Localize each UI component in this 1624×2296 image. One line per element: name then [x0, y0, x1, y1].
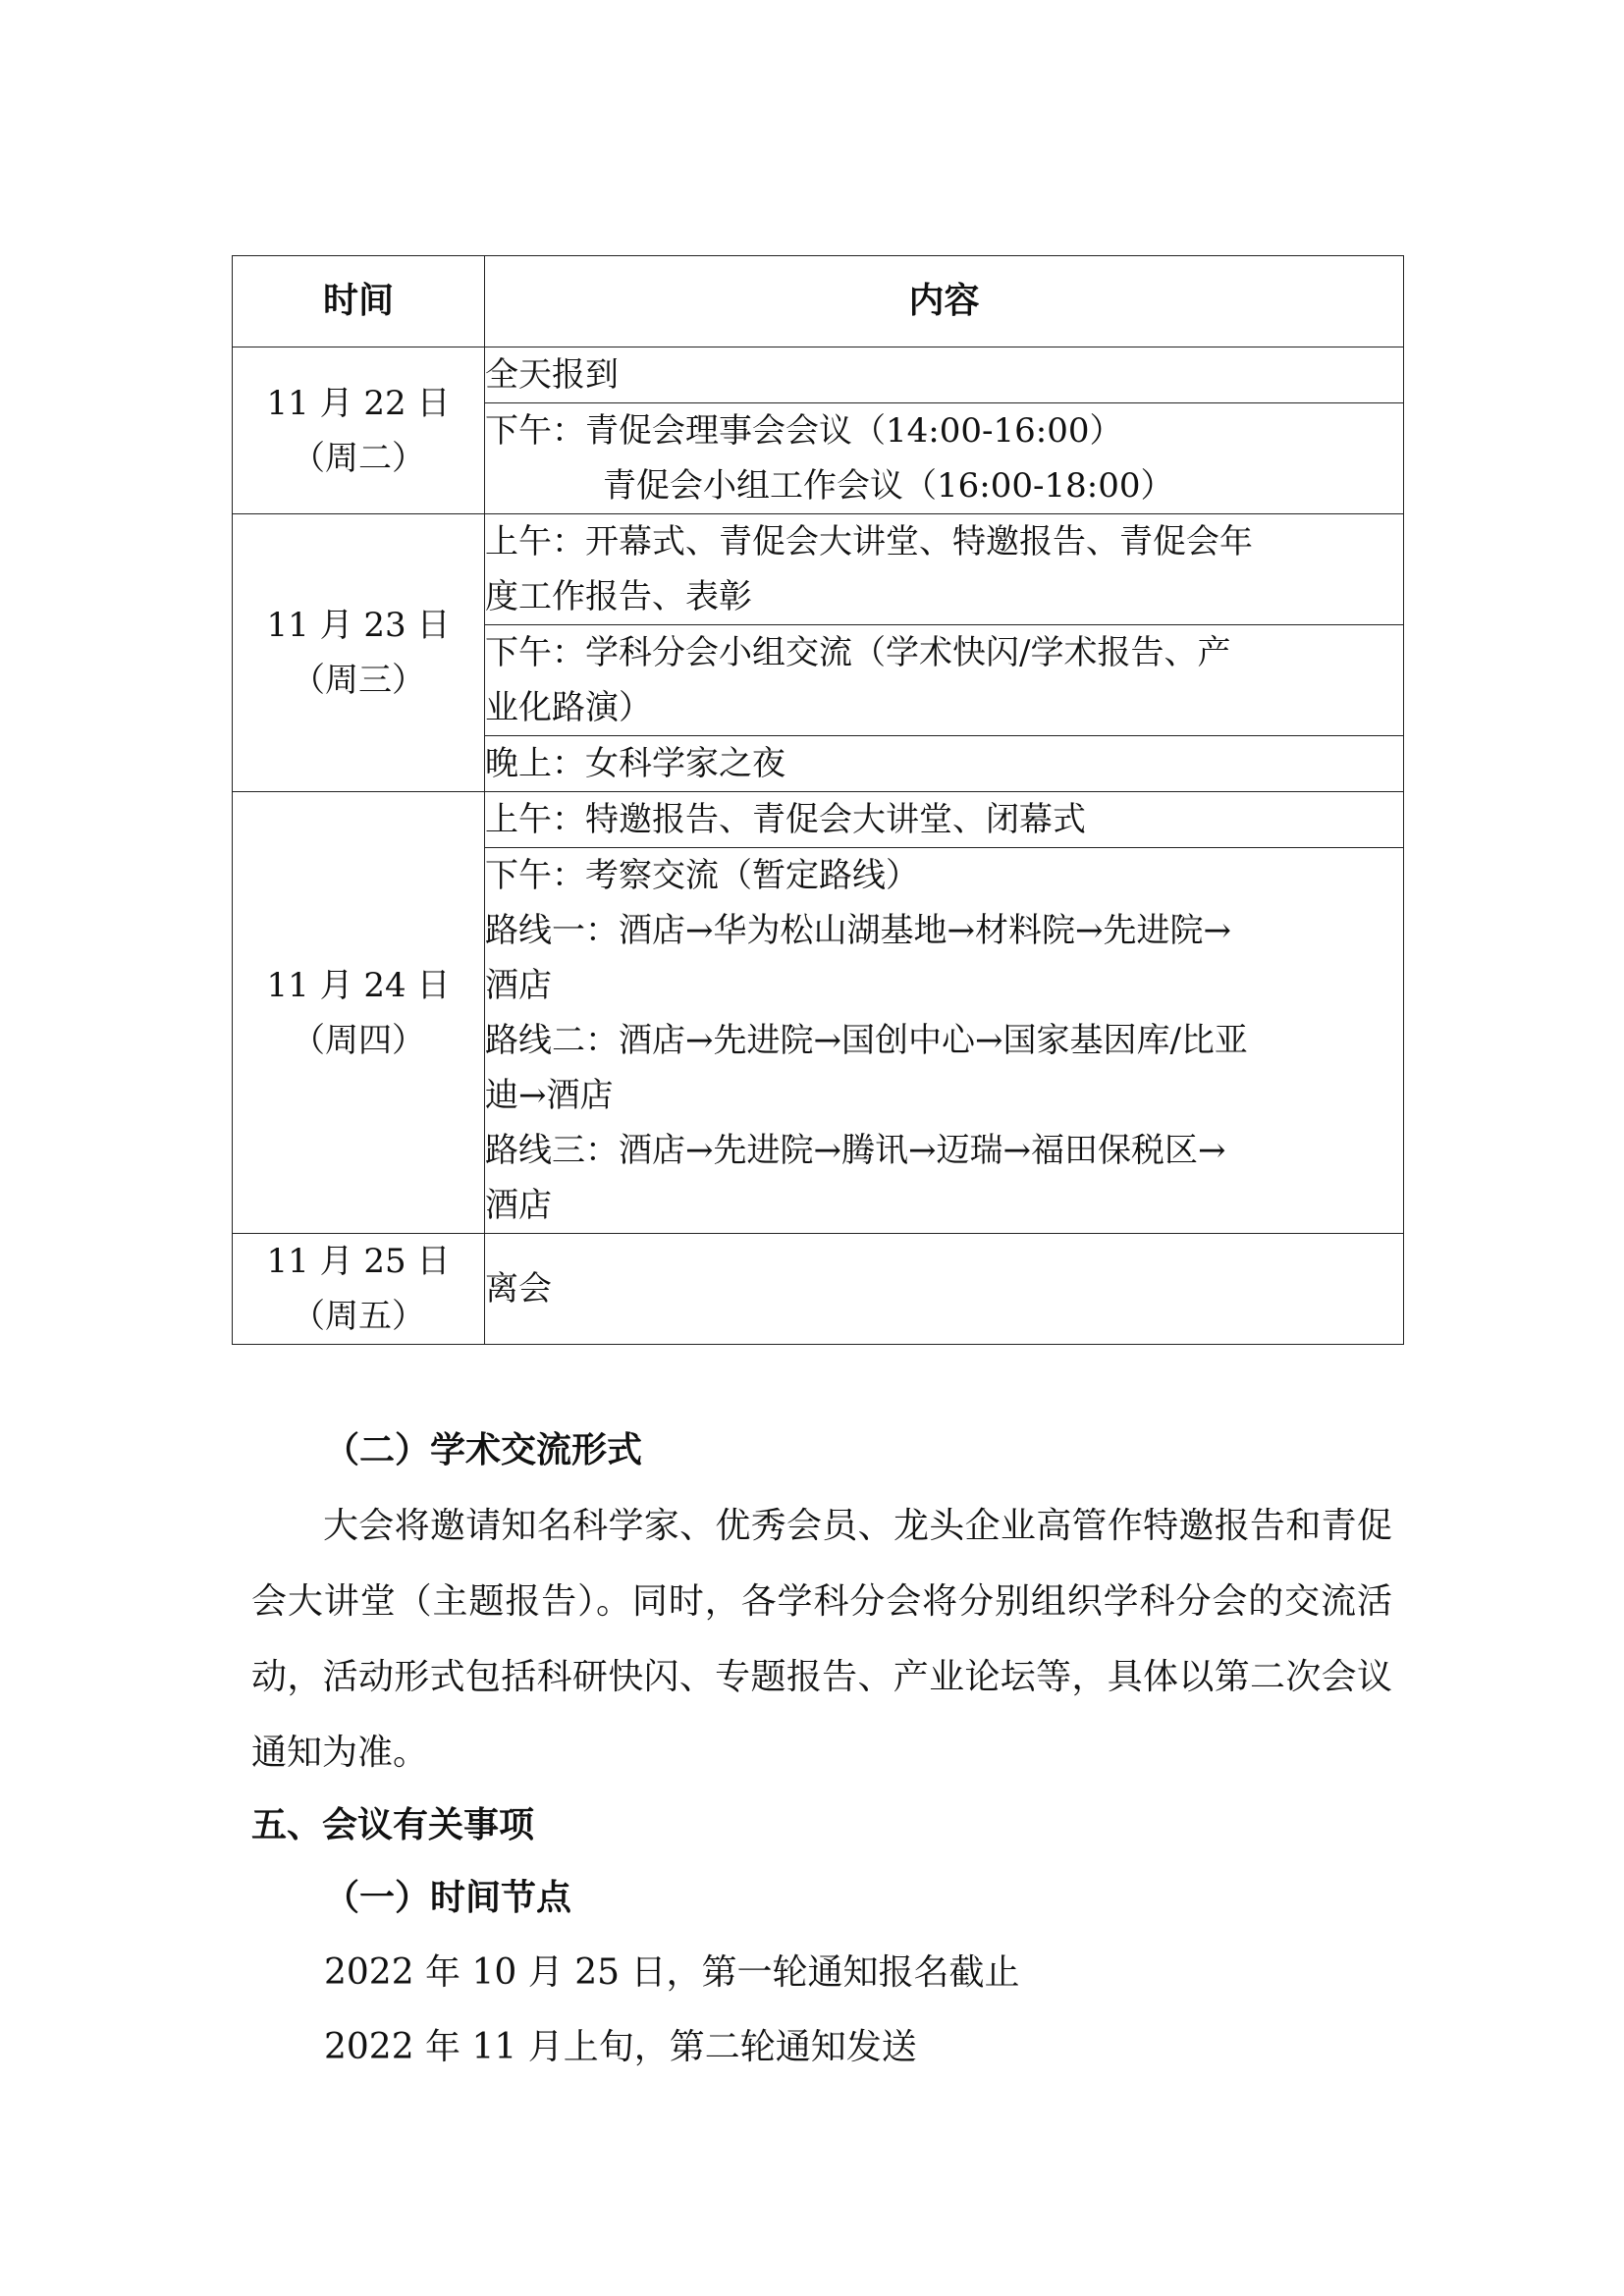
- date-cell: [233, 792, 485, 1234]
- content-line: 上午：特邀报告、青促会大讲堂、闭幕式: [485, 800, 1086, 839]
- content-cell: [485, 736, 1404, 792]
- weekday-label: （周五）: [292, 1297, 425, 1336]
- table-row: [233, 347, 1404, 403]
- date-cell: [233, 514, 485, 792]
- weekday-label: （周二）: [292, 438, 425, 478]
- content-line: 青促会小组工作会议（16:00-18:00）: [603, 466, 1174, 506]
- header-time: 时间: [233, 256, 485, 347]
- content-cell: [485, 625, 1404, 736]
- content-line: 迪→酒店: [485, 1076, 614, 1115]
- timeline-item: 2022 年 11 月上旬，第二轮通知发送: [324, 2027, 917, 2067]
- content-line: 离会: [485, 1269, 552, 1308]
- content-line: 下午：学科分会小组交流（学术快闪/学术报告、产: [485, 633, 1231, 672]
- table-header-row: [233, 256, 1404, 347]
- content-cell: [485, 514, 1404, 625]
- table-row: [233, 514, 1404, 625]
- section-2-heading: （二）学术交流形式: [324, 1430, 643, 1470]
- content-line: 上午：开幕式、青促会大讲堂、特邀报告、青促会年: [485, 522, 1253, 561]
- content-line: 酒店: [485, 966, 552, 1005]
- table-row: [233, 792, 1404, 848]
- header-content: 内容: [485, 256, 1404, 347]
- section-5-heading: 五、会议有关事项: [251, 1805, 535, 1845]
- content-line: 下午：青促会理事会会议（14:00-16:00）: [485, 411, 1123, 451]
- date-label: 11 月 22 日: [266, 383, 451, 423]
- content-line: 全天报到: [485, 355, 619, 395]
- content-cell: [485, 792, 1404, 848]
- date-label: 11 月 25 日: [266, 1242, 451, 1281]
- content-line: 晚上：女科学家之夜: [485, 744, 785, 783]
- content-cell: [485, 347, 1404, 403]
- date-label: 11 月 23 日: [266, 606, 451, 645]
- section-2-paragraph: 大会将邀请知名科学家、优秀会员、龙头企业高管作特邀报告和青促会大讲堂（主题报告）。同时，各学科分会将分别组织学科分会的交流活动，活动形式包括科研快闪、专题报告、产业论坛等，具体以第二次会议通知为准。: [251, 1506, 1392, 1773]
- date-cell: [233, 347, 485, 514]
- date-cell: [233, 1234, 485, 1345]
- content-line: 业化路演）: [485, 688, 652, 727]
- content-cell: [485, 1234, 1404, 1345]
- content-cell: [485, 403, 1404, 514]
- content-line: 路线三：酒店→先进院→腾讯→迈瑞→福田保税区→: [485, 1131, 1226, 1170]
- table-row: [233, 1234, 1404, 1345]
- content-line: 下午：考察交流（暂定路线）: [485, 856, 919, 895]
- weekday-label: （周三）: [292, 661, 425, 700]
- content-line: 度工作报告、表彰: [485, 577, 752, 616]
- content-cell: [485, 848, 1404, 1234]
- section-5-1-heading: （一）时间节点: [324, 1878, 572, 1918]
- content-line: 酒店: [485, 1186, 552, 1225]
- date-label: 11 月 24 日: [266, 965, 451, 1005]
- content-line: 路线一：酒店→华为松山湖基地→材料院→先进院→: [485, 911, 1231, 950]
- content-line: 路线二：酒店→先进院→国创中心→国家基因库/比亚: [485, 1021, 1248, 1060]
- timeline-item: 2022 年 10 月 25 日，第一轮通知报名截止: [324, 1952, 1020, 1993]
- weekday-label: （周四）: [292, 1020, 425, 1060]
- schedule-table: [232, 255, 1404, 1345]
